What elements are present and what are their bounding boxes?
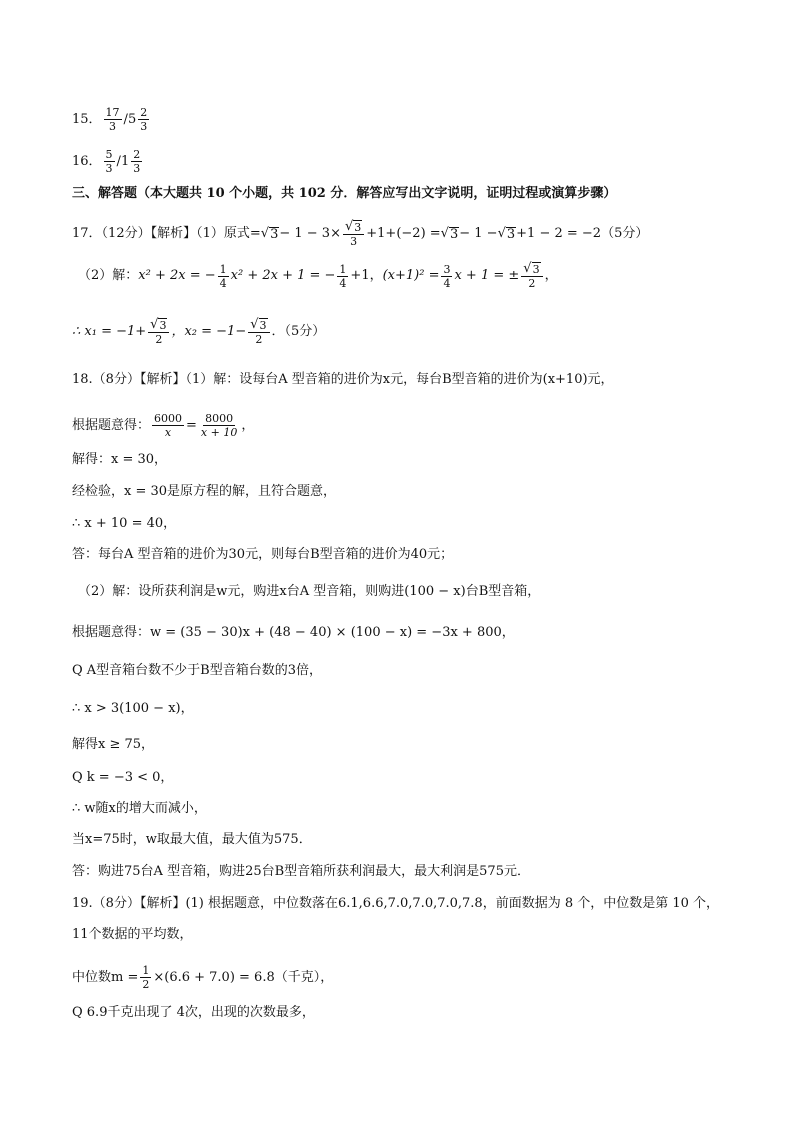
answer-18-equation: 根据题意得： $\frac{6000}{x}$ = $\frac{8000}{x + 10}$ ， <box>72 412 255 439</box>
answer-18-ans1: 答：每台A 型音箱的进价为30元，则每台B型音箱的进价为40元； <box>72 547 454 562</box>
fraction: $\frac{5}{3}$ <box>105 148 113 175</box>
answer-18-profit-eq: 根据题意得：w = (35 − 30)x + (48 − 40) × (100 − x) = −3x + 800， <box>72 625 515 640</box>
sqrt: √ 3 <box>497 226 516 242</box>
answer-18-decreasing: ∴ w随x的增大而减小， <box>72 801 207 816</box>
answer-18-inequality: ∴ x > 3(100 − x)， <box>72 701 194 716</box>
answer-19-median: 中位数m = $\frac{1}{2}$ ×(6.6 + 7.0) = 6.8（千克）， <box>72 964 334 991</box>
answer-18-condition: Q A型音箱台数不少于B型音箱台数的3倍， <box>72 663 323 678</box>
sqrt: √ 3 <box>440 226 459 242</box>
answer-19-cont: 11个数据的平均数， <box>72 927 193 942</box>
answer-18-part2: （2）解：设所获利润是w元，购进x台A 型音箱，则购进(100 − x)台B型音箱， <box>78 584 541 599</box>
question-number: 15． <box>72 111 102 127</box>
sqrt: √ 3 <box>260 226 279 242</box>
fraction: $\frac{2}{3}$ <box>140 106 148 133</box>
answer-18-solve: 解得：x = 30， <box>72 452 168 467</box>
fraction: $\frac{2}{3}$ <box>133 148 141 175</box>
question-number: 16． <box>72 153 102 169</box>
answer-15: 15． $\frac{17}{3}$ / 5 $\frac{2}{3}$ <box>72 106 148 133</box>
answer-17-part1: 17．（12分）【解析】（1）原式 = √ 3 − 1 − 3× √ 3 3 +1+ (−2) = √ 3 − 1 − √ 3 +1 − 2 = −2（5分） <box>72 219 649 248</box>
answer-17-part2: （2）解： x² + 2x = − $\frac{1}{4}$ x² + 2x + 1 = − $\frac{1}{4}$ +1， (x+1)² = $\frac{3}{4}$ x + 1 = ± √ 3 2 ， <box>78 261 558 290</box>
answer-18-head: 18.（8分）【解析】（1）解：设每台A 型音箱的进价为x元，每台B型音箱的进价为(x+10)元， <box>72 372 614 387</box>
answer-19-head: 19.（8分）【解析】(1) 根据题意，中位数落在6.1,6.6,7.0,7.0,7.0,7.8，前面数据为 8 个，中位数是第 10 个， <box>72 896 720 911</box>
answer-19-mode: Q 6.9千克出现了 4次，出现的次数最多， <box>72 1005 315 1020</box>
answer-16: 16． $\frac{5}{3}$ / 1 $\frac{2}{3}$ <box>72 148 141 175</box>
answer-18-slope: Q k = −3 < 0， <box>72 770 174 785</box>
answer-18-check: 经检验，x = 30是原方程的解，且符合题意， <box>72 484 337 499</box>
answer-17-roots: ∴ x₁ = −1+ √ 3 2 ，x₂ = −1− √ 3 2 ．（5分） <box>72 317 326 346</box>
section-heading: 三、解答题（本大题共 10 个小题，共 102 分．解答应写出文字说明，证明过程或演算步骤） <box>72 186 617 201</box>
answer-18-ans2: 答：购进75台A 型音箱，购进25台B型音箱所获利润最大，最大利润是575元． <box>72 864 530 879</box>
answer-18-max: 当x=75时，w取最大值，最大值为575． <box>72 832 312 847</box>
fraction: √ 3 3 <box>343 220 364 248</box>
fraction: $\frac{17}{3}$ <box>105 106 120 133</box>
answer-18-solution: 解得x ≥ 75， <box>72 737 155 752</box>
answer-18-then: ∴ x + 10 = 40， <box>72 516 177 531</box>
